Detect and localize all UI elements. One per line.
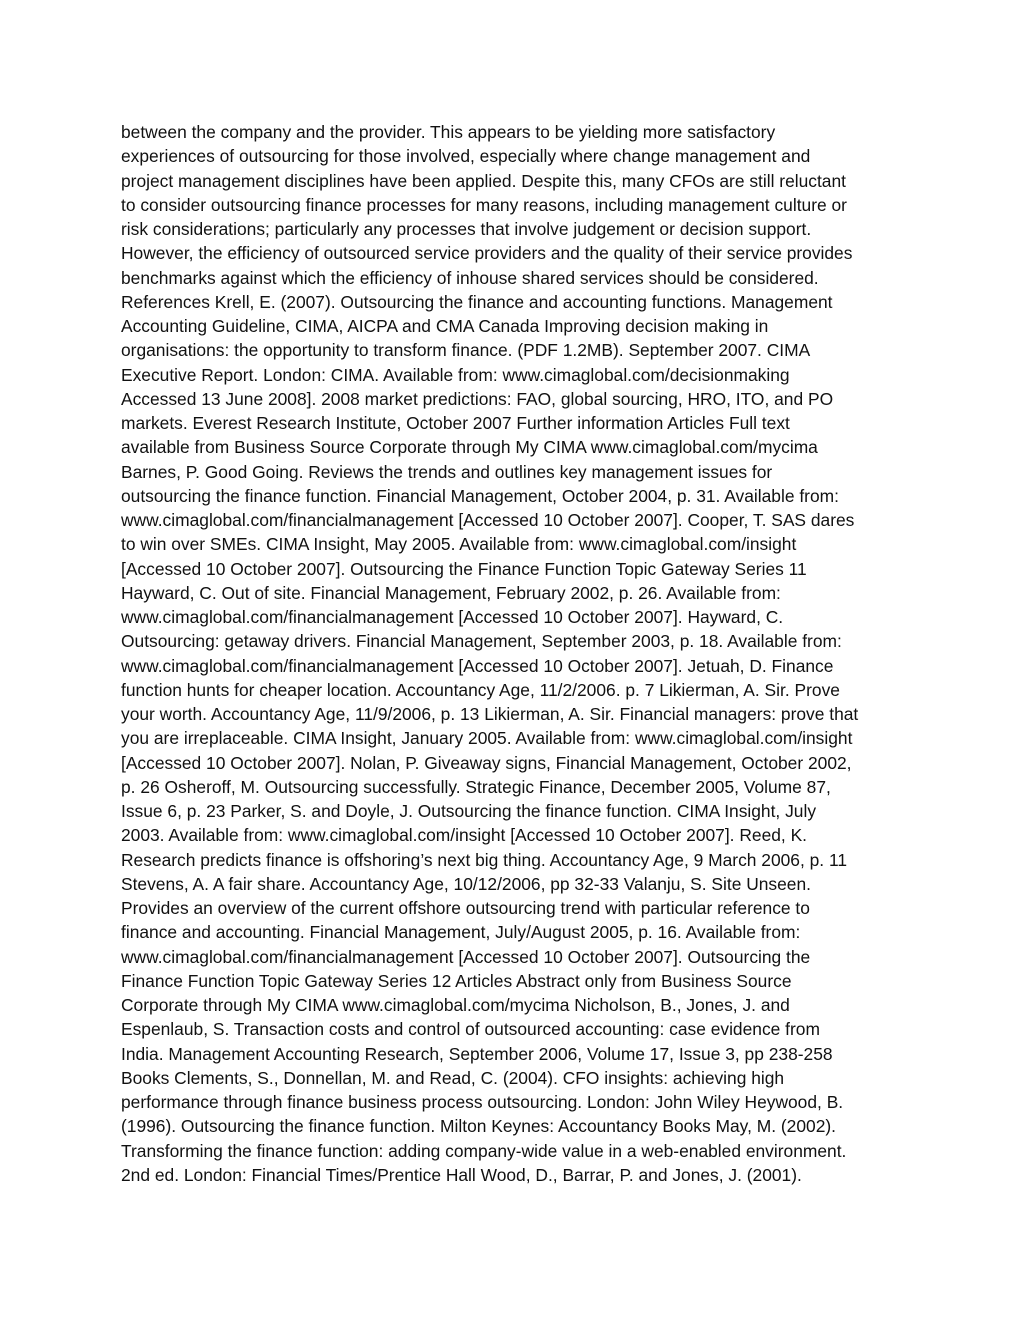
text-line: www.cimaglobal.com/financialmanagement [Accessed 10 October 2007]. Outsourcing the <box>121 946 811 967</box>
text-line: to consider outsourcing finance processes for many reasons, including management culture or <box>121 194 847 215</box>
text-line: function hunts for cheaper location. Accountancy Age, 11/2/2006. p. 7 Likierman, A. Sir. Prove <box>121 679 840 700</box>
text-line: 2003. Available from: www.cimaglobal.com/insight [Accessed 10 October 2007]. Reed, K. <box>121 825 808 846</box>
text-line: Transforming the finance function: adding company-wide value in a web-enabled environment. <box>121 1140 847 1161</box>
text-line: [Accessed 10 October 2007]. Outsourcing the Finance Function Topic Gateway Series 11 <box>121 558 807 579</box>
text-line: you are irreplaceable. CIMA Insight, January 2005. Available from: www.cimaglobal.com/insight <box>121 728 853 749</box>
text-line: Issue 6, p. 23 Parker, S. and Doyle, J. Outsourcing the finance function. CIMA Insight, July <box>121 801 817 821</box>
text-line: India. Management Accounting Research, September 2006, Volume 17, Issue 3, pp 238-258 <box>121 1043 833 1064</box>
text-line: Research predicts finance is offshoring’s next big thing. Accountancy Age, 9 March 2006, p. 11 <box>121 849 848 870</box>
text-line: Espenlaub, S. Transaction costs and control of outsourced accounting: case evidence from <box>121 1019 820 1040</box>
text-line: Finance Function Topic Gateway Series 12 Articles Abstract only from Business Source <box>121 970 792 991</box>
text-line: your worth. Accountancy Age, 11/9/2006, p. 13 Likierman, A. Sir. Financial managers: prove that <box>121 704 859 724</box>
text-line: organisations: the opportunity to transform finance. (PDF 1.2MB). September 2007. CIMA <box>121 340 811 361</box>
text-line: project management disciplines have been applied. Despite this, many CFOs are still reluctant <box>121 170 846 191</box>
text-line: finance and accounting. Financial Management, July/August 2005, p. 16. Available from: <box>121 922 801 943</box>
text-line: www.cimaglobal.com/financialmanagement [Accessed 10 October 2007]. Cooper, T. SAS dares <box>121 510 855 530</box>
text-line: [Accessed 10 October 2007]. Nolan, P. Giveaway signs, Financial Management, October 2002, <box>121 752 852 773</box>
text-line: Stevens, A. A fair share. Accountancy Age, 10/12/2006, pp 32-33 Valanju, S. Site Unseen. <box>121 873 811 894</box>
text-line: between the company and the provider. This appears to be yielding more satisfactory <box>121 122 776 142</box>
text-line: Accounting Guideline, CIMA, AICPA and CMA Canada Improving decision making in <box>121 316 769 336</box>
body-text <box>121 120 921 1187</box>
text-line: available from Business Source Corporate through My CIMA www.cimaglobal.com/mycima <box>121 437 818 458</box>
text-line: Outsourcing: getaway drivers. Financial Management, September 2003, p. 18. Available from: <box>121 631 842 652</box>
text-line: performance through finance business process outsourcing. London: John Wiley Heywood, B. <box>121 1092 844 1112</box>
text-line: experiences of outsourcing for those involved, especially where change management and <box>121 146 811 167</box>
text-line: Books Clements, S., Donnellan, M. and Read, C. (2004). CFO insights: achieving high <box>121 1067 785 1088</box>
text-line: However, the efficiency of outsourced service providers and the quality of their service provides <box>121 243 853 264</box>
text-line: Executive Report. London: CIMA. Available from: www.cimaglobal.com/decisionmaking <box>121 364 790 385</box>
text-line: Provides an overview of the current offshore outsourcing trend with particular reference to <box>121 898 810 918</box>
text-line: Corporate through My CIMA www.cimaglobal.com/mycima Nicholson, B., Jones, J. and <box>121 995 790 1015</box>
text-line: www.cimaglobal.com/financialmanagement [Accessed 10 October 2007]. Hayward, C. <box>121 607 784 627</box>
text-line: benchmarks against which the efficiency of inhouse shared services should be considered. <box>121 267 819 288</box>
text-line: References Krell, E. (2007). Outsourcing the finance and accounting functions. Management <box>121 291 833 312</box>
text-line: risk considerations; particularly any processes that involve judgement or decision support. <box>121 219 812 239</box>
text-line: markets. Everest Research Institute, October 2007 Further information Articles Full text <box>121 413 790 433</box>
text-line: to win over SMEs. CIMA Insight, May 2005. Available from: www.cimaglobal.com/insight <box>121 534 797 555</box>
text-line: www.cimaglobal.com/financialmanagement [Accessed 10 October 2007]. Jetuah, D. Finance <box>121 655 834 676</box>
text-line: outsourcing the finance function. Financial Management, October 2004, p. 31. Available from: <box>121 485 839 506</box>
text-line: 2nd ed. London: Financial Times/Prentice Hall Wood, D., Barrar, P. and Jones, J. (2001). <box>121 1164 802 1185</box>
text-line: (1996). Outsourcing the finance function. Milton Keynes: Accountancy Books May, M. (2002). <box>121 1116 836 1137</box>
text-line: Hayward, C. Out of site. Financial Management, February 2002, p. 26. Available from: <box>121 582 781 603</box>
text-line: Accessed 13 June 2008]. 2008 market predictions: FAO, global sourcing, HRO, ITO, and PO <box>121 388 834 409</box>
text-line: p. 26 Osheroff, M. Outsourcing successfully. Strategic Finance, December 2005, Volume 87, <box>121 776 831 797</box>
text-line: Barnes, P. Good Going. Reviews the trends and outlines key management issues for <box>121 461 773 482</box>
